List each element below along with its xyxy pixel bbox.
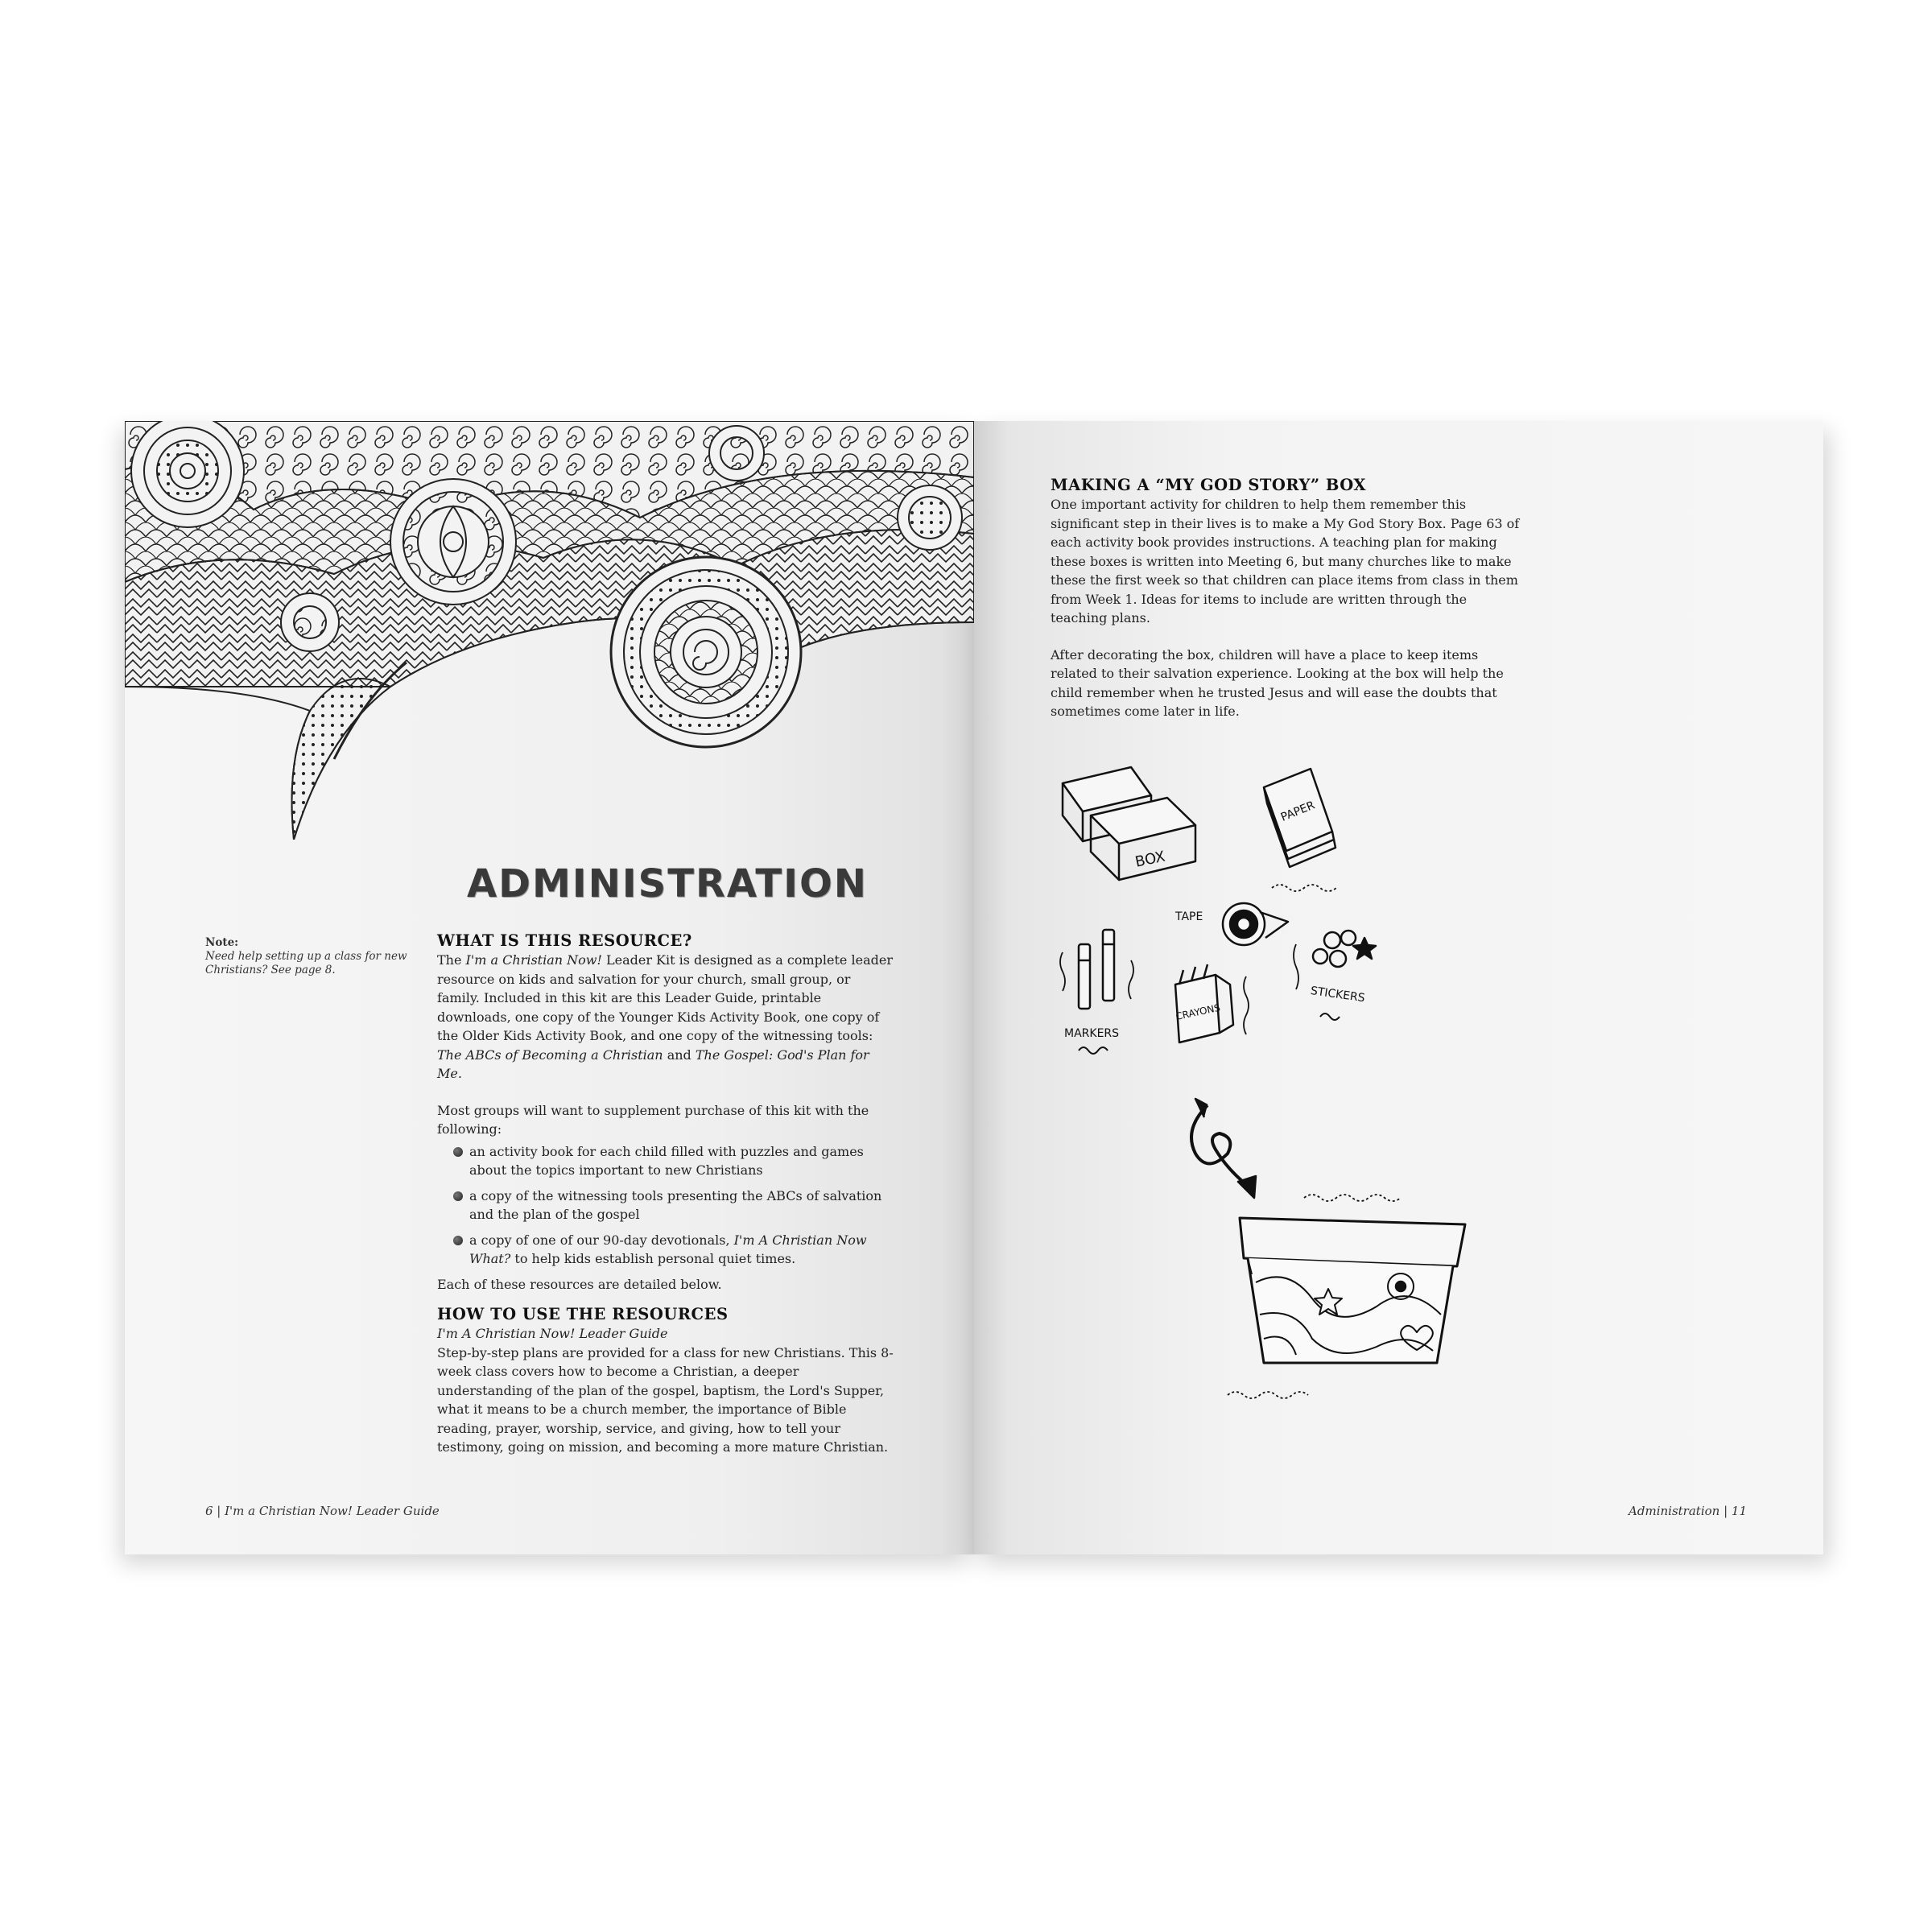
note-text: Need help setting up a class for new Christians? See page 8. <box>205 950 407 976</box>
section1-paragraph-2: Most groups will want to supplement purchase of this kit with the following: <box>437 1102 869 1137</box>
page-title: ADMINISTRATION <box>467 861 868 906</box>
craft-supplies-illustration <box>1055 751 1505 1411</box>
crayons-icon <box>1174 964 1249 1042</box>
list-item: a copy of the witnessing tools presenting the ABCs of salvation and the plan of the gospel <box>437 1187 896 1224</box>
section2-paragraph: Step-by-step plans are provided for a class for new Christians. This 8-week class covers how to become a Christian, a deeper understanding of the plan of the gospel, baptism, the Lord's Supper, what it means to be a church member, the importance of Bible reading, prayer, worship, service, and giving, how to tell your testimony, going on mission, and becoming a more mature Christian. <box>437 1344 894 1455</box>
stickers-icon <box>1294 931 1376 1020</box>
page-footer-left: 6 | I'm a Christian Now! Leader Guide <box>205 1504 440 1518</box>
svg-text:CRAYONS: CRAYONS <box>1174 1001 1222 1022</box>
resource-bullet-list <box>437 1142 896 1269</box>
arrow-down-icon <box>1191 1099 1256 1198</box>
list-item: an activity book for each child filled with puzzles and games about the topics important to new Christians <box>437 1142 896 1180</box>
left-main-column <box>437 931 896 1457</box>
section1-paragraph-3: Each of these resources are detailed below. <box>437 1276 722 1292</box>
section-heading-god-story-box: MAKING A “MY GOD STORY” BOX <box>1051 476 1367 494</box>
left-page <box>125 421 974 1554</box>
paper-icon <box>1264 769 1336 891</box>
note-label: Note: <box>205 936 239 949</box>
book-spread <box>125 421 1823 1554</box>
section2-subheading: I'm A Christian Now! Leader Guide <box>437 1326 668 1341</box>
side-note <box>205 936 423 977</box>
zentangle-illustration <box>125 421 974 840</box>
svg-text:MARKERS: MARKERS <box>1064 1027 1120 1040</box>
svg-text:STICKERS: STICKERS <box>1309 985 1366 1005</box>
page-footer-right: Administration | 11 <box>1629 1504 1747 1518</box>
svg-text:TAPE: TAPE <box>1175 910 1203 923</box>
svg-text:BOX: BOX <box>1133 848 1167 871</box>
svg-text:PAPER: PAPER <box>1278 799 1317 824</box>
god-story-paragraph-1: One important activity for children to help them remember this significant step in their lives is to make a My God Story Box. Page 63 of each activity book provides instructions. A teaching plan for making these boxes is written into Meeting 6, but many churches like to make these the first week so that children can place items from class in them from Week 1. Ideas for items to include are written through the teaching plans. <box>1051 497 1520 625</box>
section-heading-how: HOW TO USE THE RESOURCES <box>437 1305 729 1323</box>
right-main-column <box>1051 476 1525 721</box>
tape-icon <box>1174 903 1288 945</box>
god-story-paragraph-2: After decorating the box, children will have a place to keep items related to their salvation experience. Looking at the box will help the child remember when he trusted Jesus and will ease the doubts that sometimes come later in life. <box>1051 646 1504 719</box>
box-icon <box>1091 798 1195 880</box>
list-item: a copy of one of our 90-day devotionals, I'm A Christian Now What? to help kids establish personal quiet times. <box>437 1231 896 1269</box>
section1-paragraph-1: The I'm a Christian Now! Leader Kit is designed as a complete leader resource on kids and salvation for your church, small group, or family. Included in this kit are this Leader Guide, printable downloads, one copy of the Younger Kids Activity Book, one copy of the Older Kids Activity Book, and one copy of the witnessing tools: The ABCs of Becoming a Christian and The Gospel: God's Plan for Me. <box>437 952 893 1081</box>
right-page <box>974 421 1823 1554</box>
markers-icon <box>1060 930 1133 1054</box>
decorated-box-icon <box>1228 1195 1465 1398</box>
section-heading-what: WHAT IS THIS RESOURCE? <box>437 931 692 950</box>
